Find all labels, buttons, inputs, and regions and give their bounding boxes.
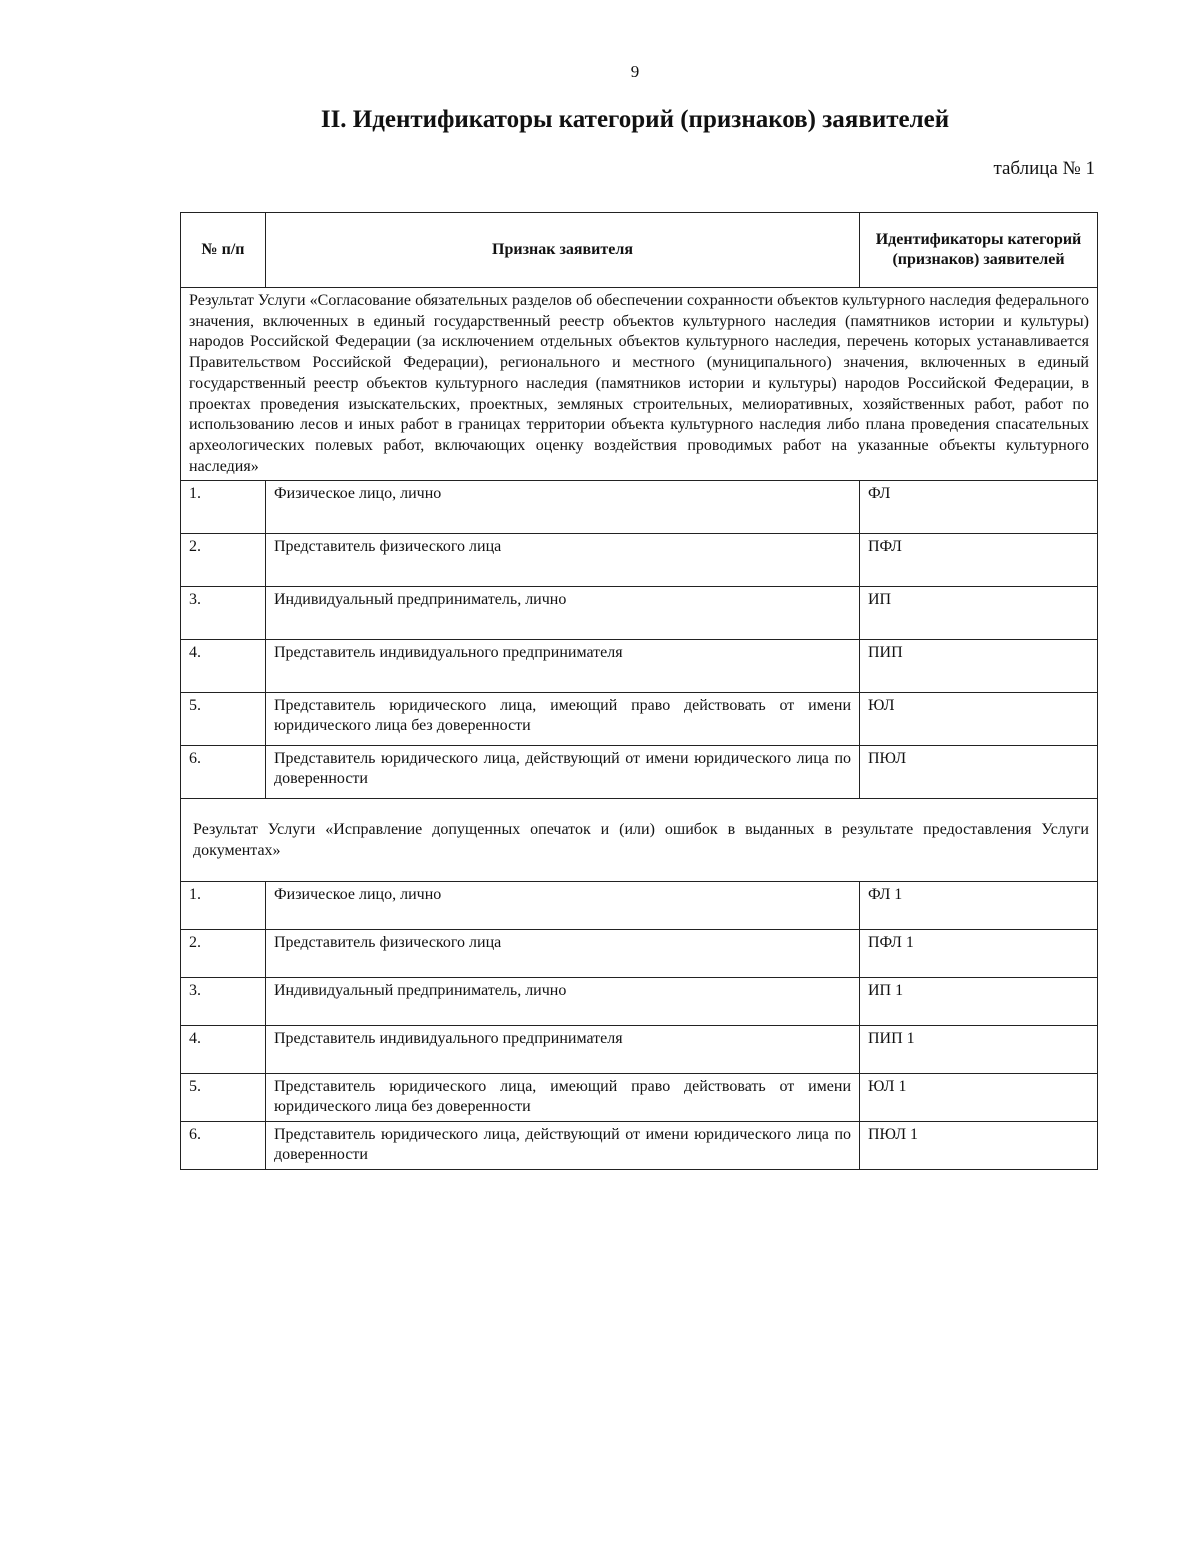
row-code: ЮЛ 1 — [860, 1074, 1098, 1122]
section-heading: Результат Услуги «Согласование обязательных разделов об обеспечении сохранности объектов культурного наследия федерального значения, включенных в единый государственный реестр объектов культурного наследия (памятников истории и культуры) народов Российской Федерации (за исключением отдельных объектов культурного наследия, перечень которых устанавливается Правительством Российской Федерации), регионального и местного (муниципального) значения, включенных в единый государственный реестр объектов культурного наследия (памятников истории и культуры) народов Российской Федерации, в проектах проведения изыскательских, проектных, земляных строительных, мелиоративных, хозяйственных работ, работ по использованию лесов и иных работ в границах территории объекта культурного наследия либо плана проведения спасательных археологических полевых работ, включающих оценку воздействия проводимых работ на указанные объекты культурного наследия» — [181, 288, 1098, 481]
table-row — [181, 693, 1098, 746]
row-feature: Индивидуальный предприниматель, лично — [266, 587, 860, 640]
row-code: ФЛ — [860, 481, 1098, 534]
table-row — [181, 746, 1098, 799]
row-code: ИП — [860, 587, 1098, 640]
table-row — [181, 534, 1098, 587]
table-row — [181, 930, 1098, 978]
row-feature: Физическое лицо, лично — [266, 481, 860, 534]
row-feature: Представитель юридического лица, имеющий право действовать от имени юридического лица без доверенности — [266, 1074, 860, 1122]
row-code: ПЮЛ 1 — [860, 1122, 1098, 1170]
row-code: ЮЛ — [860, 693, 1098, 746]
row-num: 2. — [181, 534, 266, 587]
table-row — [181, 1026, 1098, 1074]
table-row — [181, 882, 1098, 930]
row-num: 5. — [181, 1074, 266, 1122]
row-feature: Представитель юридического лица, имеющий право действовать от имени юридического лица без доверенности — [266, 693, 860, 746]
table-header-row — [181, 213, 1098, 288]
row-num: 2. — [181, 930, 266, 978]
row-feature: Индивидуальный предприниматель, лично — [266, 978, 860, 1026]
row-code: ПЮЛ — [860, 746, 1098, 799]
row-code: ИП 1 — [860, 978, 1098, 1026]
row-num: 4. — [181, 640, 266, 693]
section-heading-row — [181, 799, 1098, 882]
row-num: 1. — [181, 481, 266, 534]
section-heading: Результат Услуги «Исправление допущенных опечаток и (или) ошибок в выданных в результате предоставления Услуги документах» — [181, 799, 1098, 882]
applicant-categories-table — [180, 212, 1098, 1170]
table-row — [181, 640, 1098, 693]
row-feature: Представитель юридического лица, действующий от имени юридического лица по доверенности — [266, 1122, 860, 1170]
section-heading-row — [181, 288, 1098, 481]
row-feature: Представитель физического лица — [266, 534, 860, 587]
row-num: 6. — [181, 1122, 266, 1170]
row-code: ПФЛ — [860, 534, 1098, 587]
row-num: 3. — [181, 978, 266, 1026]
row-num: 5. — [181, 693, 266, 746]
row-code: ПИП — [860, 640, 1098, 693]
page-title: II. Идентификаторы категорий (признаков) заявителей — [320, 106, 950, 133]
row-code: ПИП 1 — [860, 1026, 1098, 1074]
row-feature: Представитель индивидуального предпринимателя — [266, 640, 860, 693]
table-row — [181, 1122, 1098, 1170]
row-num: 6. — [181, 746, 266, 799]
table-row — [181, 481, 1098, 534]
row-feature: Представитель физического лица — [266, 930, 860, 978]
row-code: ФЛ 1 — [860, 882, 1098, 930]
row-num: 3. — [181, 587, 266, 640]
row-feature: Представитель юридического лица, действующий от имени юридического лица по доверенности — [266, 746, 860, 799]
row-num: 1. — [181, 882, 266, 930]
table-row — [181, 978, 1098, 1026]
row-num: 4. — [181, 1026, 266, 1074]
table-caption: таблица № 1 — [993, 158, 1095, 179]
row-feature: Представитель индивидуального предпринимателя — [266, 1026, 860, 1074]
header-feature: Признак заявителя — [266, 213, 860, 288]
row-code: ПФЛ 1 — [860, 930, 1098, 978]
header-code: Идентификаторы категорий (признаков) заявителей — [860, 213, 1098, 288]
table-row — [181, 1074, 1098, 1122]
table-row — [181, 587, 1098, 640]
header-num: № п/п — [181, 213, 266, 288]
row-feature: Физическое лицо, лично — [266, 882, 860, 930]
page-number: 9 — [630, 62, 640, 81]
